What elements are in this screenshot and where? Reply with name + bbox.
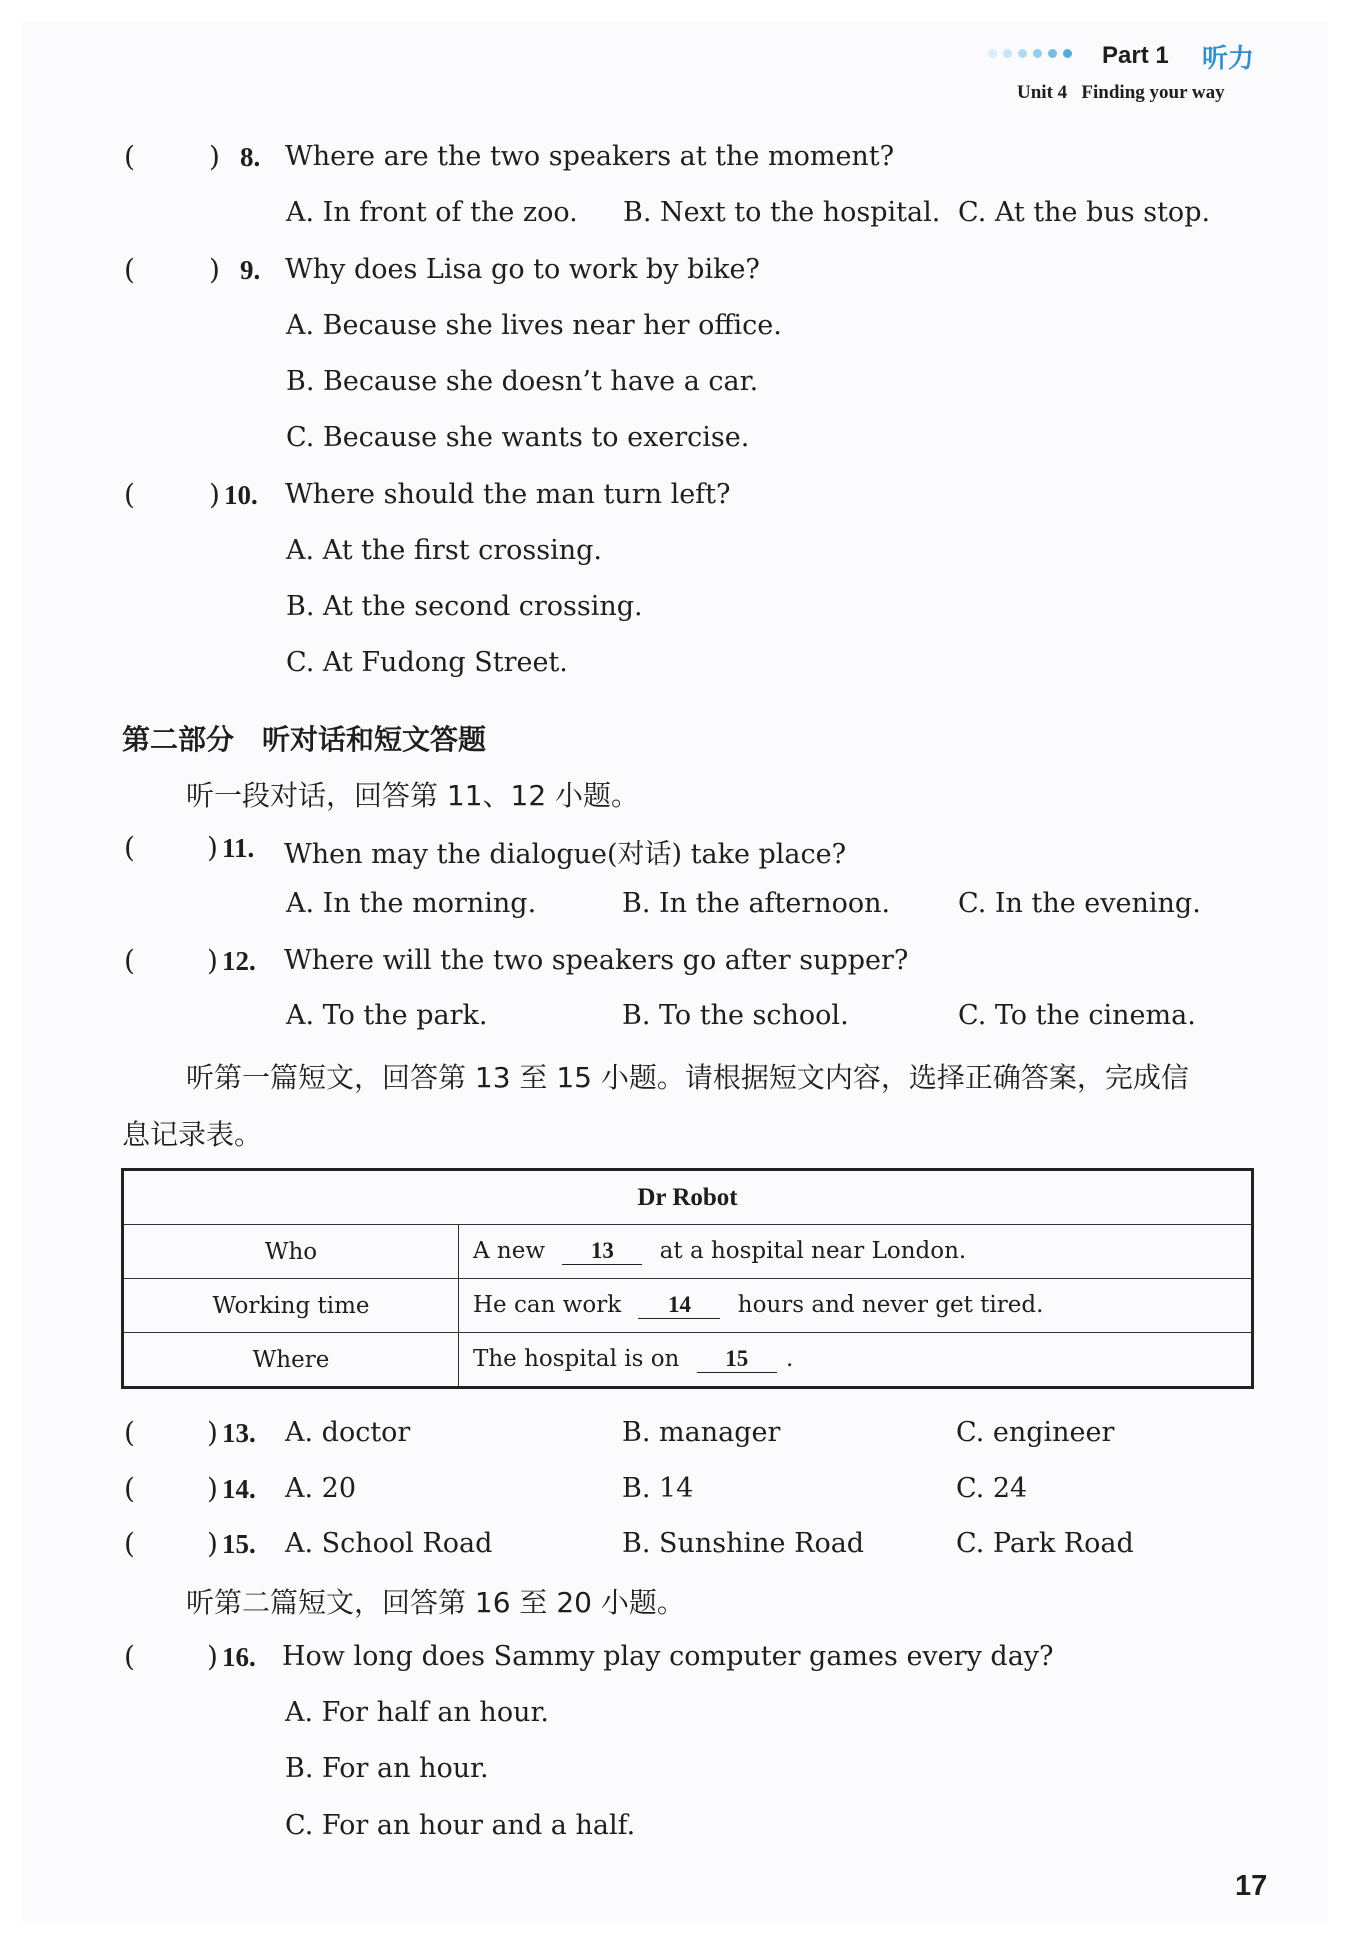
option-b: B. manager (622, 1417, 781, 1448)
instruction: 听第二篇短文，回答第 16 至 20 小题。 (186, 1586, 685, 1619)
option-c: C. Because she wants to exercise. (286, 422, 750, 453)
option-a: A. At the first crossing. (286, 535, 603, 566)
row-text-before: He can work (473, 1292, 622, 1319)
option-c: C. Park Road (956, 1528, 1134, 1559)
option-a: A. To the park. (286, 1000, 488, 1031)
header-dot (1063, 49, 1072, 58)
answer-paren-close: ) (209, 478, 220, 511)
row-content (459, 1279, 1253, 1333)
answer-paren-open: ( (124, 140, 135, 173)
header-title: 听力 (1202, 44, 1255, 74)
row-text-after: hours and never get tired. (737, 1292, 1044, 1319)
option-b: B. For an hour. (285, 1753, 489, 1784)
question-text: When may the dialogue(对话) take place? (284, 839, 847, 870)
table-row (123, 1225, 1253, 1279)
table-title-row (123, 1170, 1253, 1225)
blank-13[interactable]: 13 (562, 1239, 642, 1264)
header-part: Part 1 (1102, 42, 1169, 69)
option-b: B. Next to the hospital. (623, 197, 941, 228)
option-b: B. In the afternoon. (622, 888, 891, 919)
option-b: B. To the school. (622, 1000, 849, 1031)
blank-14[interactable]: 14 (638, 1293, 720, 1318)
page-number: 17 (1235, 1870, 1268, 1902)
table-row (123, 1333, 1253, 1388)
unit-number: Unit 4 (1017, 82, 1068, 103)
answer-paren-open: ( (124, 1527, 135, 1560)
answer-paren-close: ) (207, 831, 218, 864)
unit-title: Finding your way (1081, 82, 1225, 103)
row-text-after: . (786, 1346, 794, 1373)
header-unit (1017, 82, 1225, 104)
header-dot (1033, 49, 1042, 58)
answer-paren-close: ) (207, 944, 218, 977)
section-heading: 第二部分 听对话和短文答题 (122, 723, 487, 756)
option-a: A. School Road (285, 1528, 493, 1559)
header-dot (1048, 49, 1057, 58)
table-title: Dr Robot (123, 1170, 1253, 1225)
question-number: 16. (222, 1642, 256, 1672)
question-text: Where will the two speakers go after supper? (284, 945, 909, 976)
row-text-after: at a hospital near London. (659, 1238, 967, 1265)
question-number: 11. (222, 833, 255, 863)
answer-paren-open: ( (124, 944, 135, 977)
option-c: C. 24 (956, 1473, 1028, 1504)
question-number: 8. (240, 142, 261, 172)
question-number: 9. (240, 255, 261, 285)
row-label: Where (123, 1333, 459, 1388)
option-a: A. In front of the zoo. (286, 197, 578, 228)
option-c: C. engineer (956, 1417, 1115, 1448)
option-c: C. In the evening. (958, 888, 1201, 919)
question-number: 10. (224, 480, 258, 510)
option-a: A. 20 (285, 1473, 357, 1504)
info-record-table (121, 1168, 1254, 1389)
answer-paren-close: ) (207, 1640, 218, 1673)
option-a: A. In the morning. (286, 888, 537, 919)
option-b: B. Because she doesn’t have a car. (286, 366, 759, 397)
row-content (459, 1225, 1253, 1279)
instruction-continued: 息记录表。 (122, 1118, 263, 1151)
option-c: C. At the bus stop. (958, 197, 1211, 228)
table-row (123, 1279, 1253, 1333)
answer-paren-open: ( (124, 478, 135, 511)
option-c: C. At Fudong Street. (286, 647, 568, 678)
instruction: 听第一篇短文，回答第 13 至 15 小题。请根据短文内容，选择正确答案，完成信 (186, 1061, 1189, 1094)
answer-paren-close: ) (207, 1472, 218, 1505)
header-dot (1018, 49, 1027, 58)
blank-15[interactable]: 15 (697, 1347, 777, 1372)
header-dots (988, 49, 1072, 58)
answer-paren-open: ( (124, 1640, 135, 1673)
row-text-before: The hospital is on (473, 1346, 680, 1373)
option-b: B. At the second crossing. (286, 591, 643, 622)
answer-paren-close: ) (209, 140, 220, 173)
question-number: 15. (222, 1529, 256, 1559)
question-text: Where should the man turn left? (285, 479, 731, 510)
answer-paren-close: ) (207, 1527, 218, 1560)
row-label: Working time (123, 1279, 459, 1333)
option-c: C. For an hour and a half. (285, 1810, 636, 1841)
header-dot (988, 49, 997, 58)
row-label: Who (123, 1225, 459, 1279)
option-b: B. Sunshine Road (622, 1528, 865, 1559)
row-text-before: A new (473, 1238, 546, 1265)
answer-paren-close: ) (207, 1416, 218, 1449)
header-dot (1003, 49, 1012, 58)
row-content (459, 1333, 1253, 1388)
option-a: A. Because she lives near her office. (286, 310, 782, 341)
instruction: 听一段对话，回答第 11、12 小题。 (186, 779, 640, 812)
answer-paren-close: ) (209, 253, 220, 286)
question-text: Where are the two speakers at the moment? (285, 141, 895, 172)
question-number: 13. (222, 1418, 256, 1448)
answer-paren-open: ( (124, 253, 135, 286)
option-c: C. To the cinema. (958, 1000, 1196, 1031)
question-number: 14. (222, 1474, 256, 1504)
option-a: A. For half an hour. (285, 1697, 549, 1728)
question-number: 12. (222, 946, 256, 976)
question-text: How long does Sammy play computer games every day? (282, 1641, 1054, 1672)
answer-paren-open: ( (124, 1472, 135, 1505)
option-a: A. doctor (285, 1417, 411, 1448)
answer-paren-open: ( (124, 1416, 135, 1449)
question-text: Why does Lisa go to work by bike? (285, 254, 760, 285)
answer-paren-open: ( (124, 831, 135, 864)
option-b: B. 14 (622, 1473, 694, 1504)
